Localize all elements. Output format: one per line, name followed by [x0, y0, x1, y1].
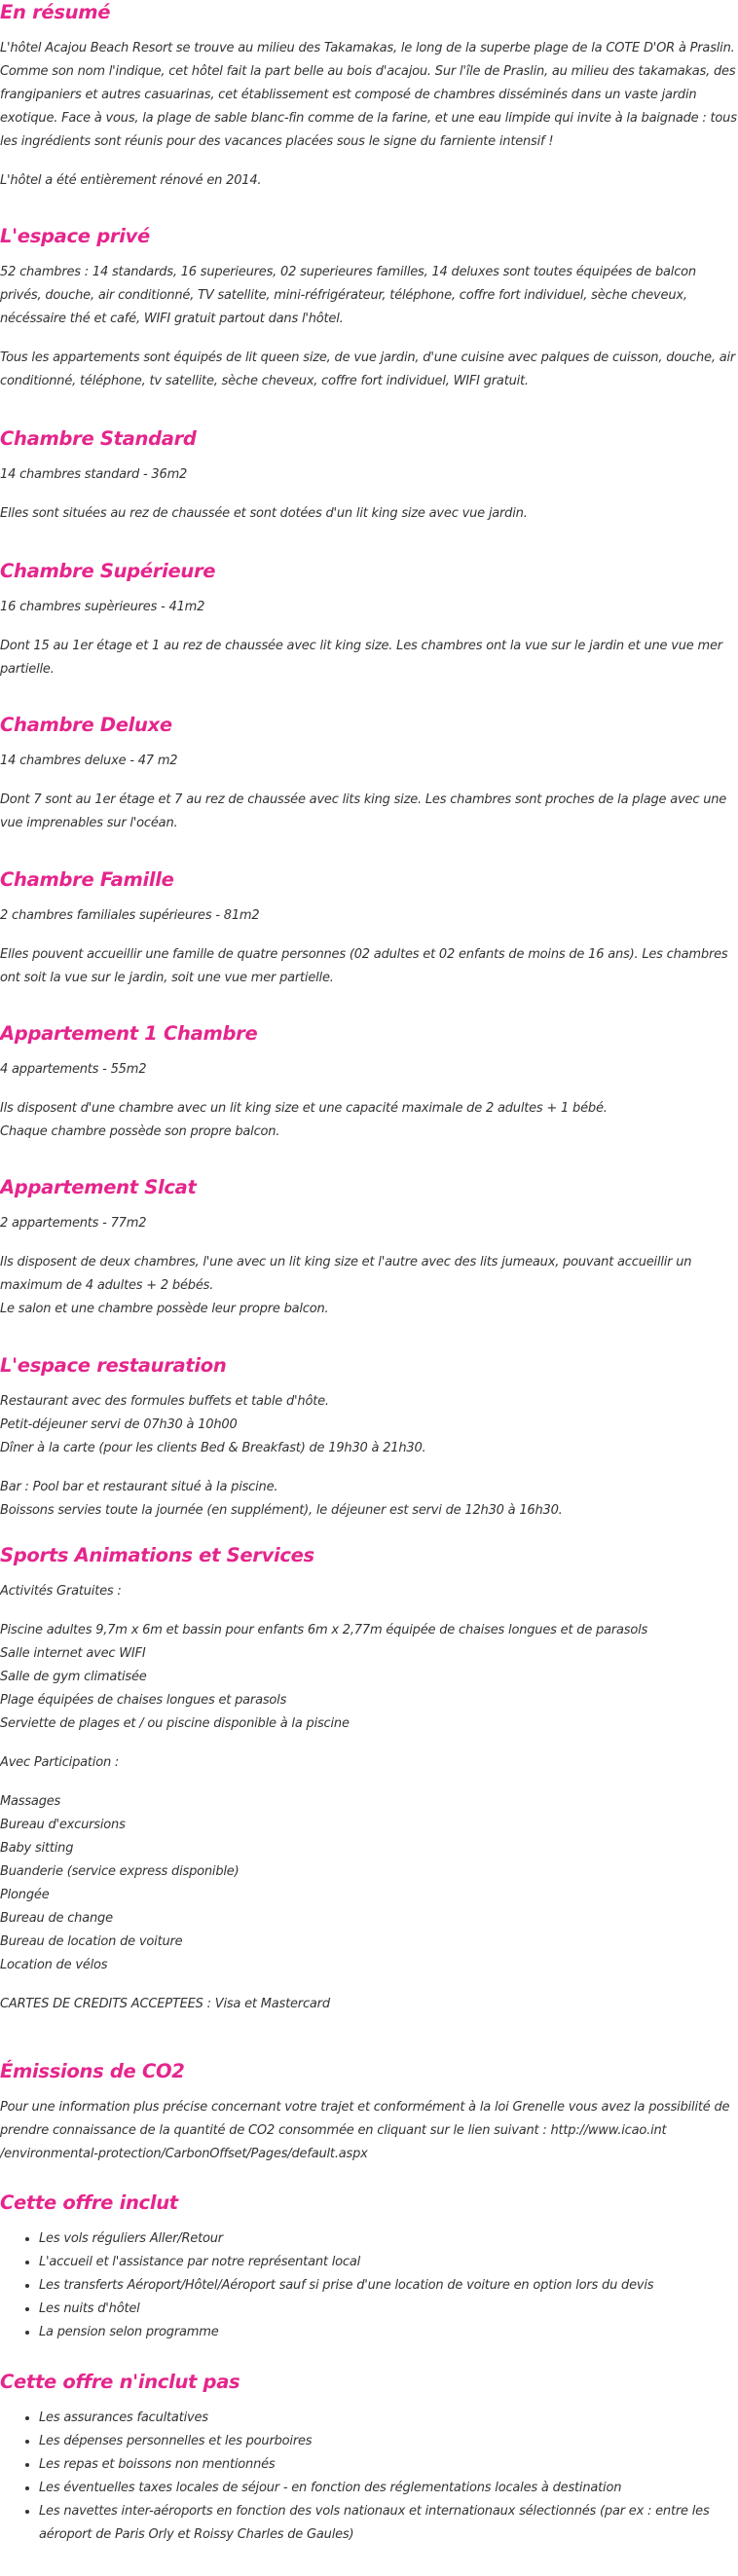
slcat-line-1: Ils disposent de deux chambres, l'une avec un lit king size et l'autre avec des lits jumeaux, pouvant accueillir un maximum de 4 adultes + 2 bébés.: [0, 1255, 692, 1293]
section-emissions-co2: [0, 2059, 738, 2166]
restauration-line-1: Restaurant avec des formules buffets et table d'hôte.: [0, 1394, 329, 1409]
famille-subtitle: 2 chambres familiales supérieures - 81m2: [0, 908, 260, 923]
section-title-offre-ninclut-pas: Cette offre n'inclut pas: [0, 2371, 240, 2393]
section-offre-ninclut-pas: [0, 2370, 738, 2547]
standard-paragraph: Elles sont situées au rez de chaussée et sont dotées d'un lit king size avec vue jardin.: [0, 506, 528, 521]
section-offre-inclut: [0, 2190, 738, 2344]
restauration-line-2: Petit-déjeuner servi de 07h30 à 10h00: [0, 1417, 238, 1432]
prive-paragraph-2: Tous les appartements sont équipés de lit queen size, de vue jardin, d'une cuisine avec palques de cuisson, douche, air conditionné, téléphone, tv satellite, sèche cheveux, coffre fort individuel, WIFI gratuit.: [0, 350, 736, 388]
section-title-appartement-1-chambre: Appartement 1 Chambre: [0, 1022, 258, 1045]
section-appartement-slcat: [0, 1175, 738, 1321]
famille-paragraph: Elles pouvent accueillir une famille de quatre personnes (02 adultes et 02 enfants de moins de 16 ans). Les chambres ont soit la vue sur le jardin, soit une vue mer partielle.: [0, 947, 728, 985]
ninclut-item: • Les dépenses personnelles et les pourboires: [39, 2430, 738, 2453]
gratuite-item: Salle de gym climatisée: [0, 1670, 147, 1684]
resume-paragraph-2: L'hôtel a été entièrement rénové en 2014.: [0, 173, 262, 188]
section-title-chambre-deluxe: Chambre Deluxe: [0, 714, 172, 736]
inclut-item: • La pension selon programme: [39, 2321, 738, 2344]
superieure-paragraph: Dont 15 au 1er étage et 1 au rez de chaussée avec lit king size. Les chambres ont la vue sur le jardin et une vue mer partielle.: [0, 639, 722, 677]
app1-subtitle: 4 appartements - 55m2: [0, 1062, 147, 1077]
gratuite-item: Plage équipées de chaises longues et parasols: [0, 1693, 287, 1708]
activites-gratuites-label: Activités Gratuites :: [0, 1584, 122, 1599]
section-title-emissions-co2: Émissions de CO2: [0, 2060, 185, 2082]
activites-gratuites-list: [0, 1619, 738, 1736]
cartes-credits-acceptees: CARTES DE CREDITS ACCEPTEES : Visa et Mastercard: [0, 1997, 330, 2011]
app1-line-2: Chaque chambre possède son propre balcon.: [0, 1124, 280, 1139]
participation-item: Bureau de change: [0, 1911, 113, 1926]
section-title-appartement-slcat: Appartement Slcat: [0, 1176, 197, 1198]
participation-item: Massages: [0, 1794, 61, 1809]
section-chambre-deluxe: [0, 713, 738, 835]
participation-item: Location de vélos: [0, 1958, 108, 1972]
slcat-subtitle: 2 appartements - 77m2: [0, 1216, 147, 1231]
section-title-resume: En résumé: [0, 1, 111, 23]
ninclut-item: • Les navettes inter-aéroports en fonction des vols nationaux et internationaux sélectionnés (par ex : entre les aéroport de Paris Orly et Roissy Charles de Gaules): [39, 2500, 738, 2547]
section-title-espace-prive: L'espace privé: [0, 225, 150, 247]
section-chambre-superieure: [0, 559, 738, 681]
restauration-line-5: Boissons servies toute la journée (en supplément), le déjeuner est servi de 12h30 à 16h30.: [0, 1503, 563, 1518]
participation-item: Bureau de location de voiture: [0, 1934, 183, 1949]
deluxe-subtitle: 14 chambres deluxe - 47 m2: [0, 754, 178, 768]
co2-paragraph: Pour une information plus précise concernant votre trajet et conformément à la loi Grenelle vous avez la possibilité de prendre connaissance de la quantité de CO2 consommée en cliquant sur le lien suivant : http://www.icao.int /environmental-protection/CarbonOffset/Pages/default.aspx: [0, 2100, 730, 2161]
resume-paragraph-1: L'hôtel Acajou Beach Resort se trouve au milieu des Takamakas, le long de la superbe plage de la COTE D'OR à Praslin. Comme son nom l'indique, cet hôtel fait la part belle au bois d'acajou. Sur l'île de Praslin, au milieu des takamakas, des frangipaniers et autres casuarinas, cet établissement est composé de chambres disséminés dans un vaste jardin exotique. Face à vous, la plage de sable blanc-fin comme de la farine, et une eau limpide qui invite à la baignade : tous les ingrédients sont réunis pour des vacances placées sous le signe du farniente intensif !: [0, 41, 737, 149]
gratuite-item: Salle internet avec WIFI: [0, 1646, 146, 1661]
section-espace-restauration: [0, 1353, 738, 1523]
section-title-offre-inclut: Cette offre inclut: [0, 2191, 178, 2214]
superieure-subtitle: 16 chambres supèrieures - 41m2: [0, 600, 205, 614]
ninclut-item: • Les repas et boissons non mentionnés: [39, 2453, 738, 2477]
restauration-line-3: Dîner à la carte (pour les clients Bed & Breakfast) de 19h30 à 21h30.: [0, 1441, 426, 1455]
standard-subtitle: 14 chambres standard - 36m2: [0, 467, 188, 482]
participation-item: Buanderie (service express disponible): [0, 1864, 240, 1879]
participation-item: Baby sitting: [0, 1841, 74, 1856]
section-title-espace-restauration: L'espace restauration: [0, 1354, 227, 1377]
section-resume: [0, 0, 738, 193]
section-chambre-standard: [0, 426, 738, 526]
offre-ninclut-list: [0, 2407, 738, 2547]
section-title-chambre-famille: Chambre Famille: [0, 868, 174, 891]
gratuite-item: Serviette de plages et / ou piscine disponible à la piscine: [0, 1716, 350, 1731]
offre-inclut-list: [0, 2227, 738, 2344]
inclut-item: • Les vols réguliers Aller/Retour: [39, 2227, 738, 2251]
deluxe-paragraph: Dont 7 sont au 1er étage et 7 au rez de chaussée avec lits king size. Les chambres sont proches de la plage avec une vue imprenables sur l'océan.: [0, 792, 727, 830]
avec-participation-list: [0, 1790, 738, 1977]
participation-item: Plongée: [0, 1888, 50, 1902]
inclut-item: • L'accueil et l'assistance par notre représentant local: [39, 2251, 738, 2274]
section-chambre-famille: [0, 867, 738, 990]
section-title-chambre-standard: Chambre Standard: [0, 427, 197, 450]
prive-paragraph-1: 52 chambres : 14 standards, 16 superieures, 02 superieures familles, 14 deluxes sont toutes équipées de balcon privés, douche, air conditionné, TV satellite, mini-réfrigérateur, téléphone, coffre fort individuel, sèche cheveux, nécéssaire thé et café, WIFI gratuit partout dans l'hôtel.: [0, 265, 696, 326]
inclut-item: • Les nuits d'hôtel: [39, 2298, 738, 2321]
participation-item: Bureau d'excursions: [0, 1818, 126, 1832]
ninclut-item: • Les éventuelles taxes locales de séjour - en fonction des réglementations locales à destination: [39, 2477, 738, 2500]
section-title-sports: Sports Animations et Services: [0, 1544, 314, 1566]
section-sports-animations-services: [0, 1543, 738, 2016]
restauration-line-4: Bar : Pool bar et restaurant situé à la piscine.: [0, 1480, 278, 1494]
ninclut-item: • Les assurances facultatives: [39, 2407, 738, 2430]
section-appartement-1-chambre: [0, 1021, 738, 1144]
slcat-line-2: Le salon et une chambre possède leur propre balcon.: [0, 1302, 329, 1316]
app1-line-1: Ils disposent d'une chambre avec un lit king size et une capacité maximale de 2 adultes + 1 bébé.: [0, 1101, 608, 1116]
section-espace-prive: [0, 224, 738, 393]
section-title-chambre-superieure: Chambre Supérieure: [0, 560, 216, 582]
avec-participation-label: Avec Participation :: [0, 1755, 120, 1770]
inclut-item: • Les transferts Aéroport/Hôtel/Aéroport sauf si prise d'une location de voiture en option lors du devis: [39, 2274, 738, 2298]
gratuite-item: Piscine adultes 9,7m x 6m et bassin pour enfants 6m x 2,77m équipée de chaises longues et de parasols: [0, 1623, 648, 1638]
